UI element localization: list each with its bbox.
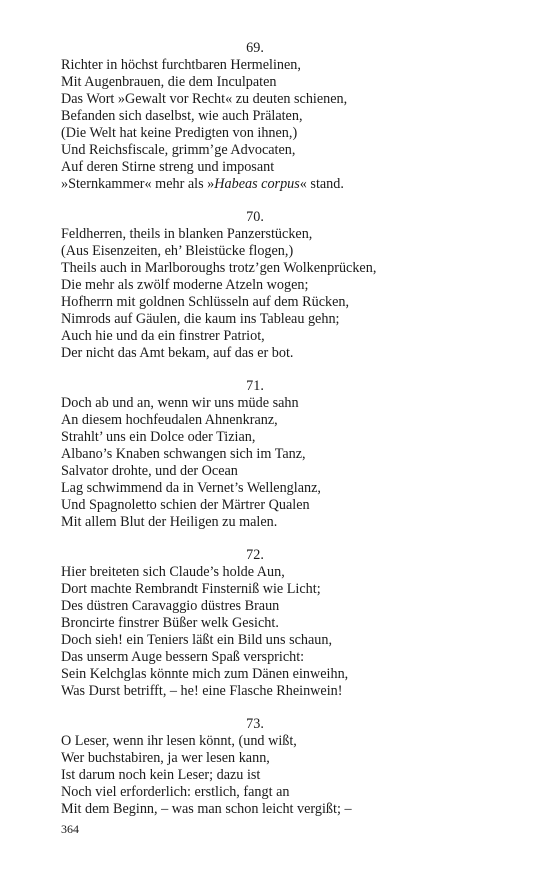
verse-line: Ist darum noch kein Leser; dazu ist: [61, 767, 261, 783]
verse-line: Was Durst betrifft, – he! eine Flasche Rheinwein!: [61, 683, 343, 699]
verse-line: Hier breiteten sich Claude’s holde Aun,: [61, 564, 285, 580]
stanza-number: 69.: [246, 40, 264, 56]
italic-text: Habeas corpus: [214, 176, 300, 192]
stanza-69: [61, 40, 501, 193]
stanza-number: 70.: [246, 209, 264, 225]
stanza-73: [61, 716, 501, 818]
stanza-number: 72.: [246, 547, 264, 563]
stanza-number: 73.: [246, 716, 264, 732]
verse-line: Sein Kelchglas könnte mich zum Dänen einweihn,: [61, 666, 349, 682]
verse-line: Mit Augenbrauen, die dem Inculpaten: [61, 74, 277, 90]
verse-line: Lag schwimmend da in Vernet’s Wellenglanz,: [61, 480, 321, 496]
verse-line: Feldherren, theils in blanken Panzerstücken,: [61, 226, 313, 242]
verse-line: Das unserm Auge bessern Spaß verspricht:: [61, 649, 305, 665]
verse-line: An diesem hochfeudalen Ahnenkranz,: [61, 412, 278, 428]
verse-line: (Aus Eisenzeiten, eh’ Bleistücke flogen,): [61, 243, 294, 259]
verse-line: Richter in höchst furchtbaren Hermelinen,: [61, 57, 301, 73]
stanza-72: [61, 547, 501, 700]
book-page: [61, 40, 501, 818]
verse-line: Noch viel erforderlich: erstlich, fangt an: [61, 784, 290, 800]
verse-line: Befanden sich daselbst, wie auch Prälaten,: [61, 108, 303, 124]
verse-line: Doch sieh! ein Teniers läßt ein Bild uns schaun,: [61, 632, 333, 648]
page-number: 364: [61, 822, 79, 836]
verse-line: Wer buchstabiren, ja wer lesen kann,: [61, 750, 270, 766]
verse-line: Auf deren Stirne streng und imposant: [61, 159, 275, 175]
stanza-number: 71.: [246, 378, 264, 394]
verse-line: Strahlt’ uns ein Dolce oder Tizian,: [61, 429, 256, 445]
verse-line: Der nicht das Amt bekam, auf das er bot.: [61, 345, 294, 361]
verse-line: Broncirte finstrer Büßer welk Gesicht.: [61, 615, 279, 631]
verse-text: « stand.: [299, 176, 344, 192]
verse-line: Doch ab und an, wenn wir uns müde sahn: [61, 395, 299, 411]
verse-line: Und Spagnoletto schien der Märtrer Qualen: [61, 497, 310, 513]
verse-line: Dort machte Rembrandt Finsterniß wie Licht;: [61, 581, 321, 597]
verse-line: Salvator drohte, und der Ocean: [61, 463, 238, 479]
verse-line: Theils auch in Marlboroughs trotz’gen Wolkenprücken,: [61, 260, 377, 276]
stanza-70: [61, 209, 501, 362]
verse-line: Mit dem Beginn, – was man schon leicht vergißt; –: [61, 801, 352, 817]
verse-line: Mit allem Blut der Heiligen zu malen.: [61, 514, 278, 530]
verse-line: Des düstren Caravaggio düstres Braun: [61, 598, 280, 614]
verse-line: Albano’s Knaben schwangen sich im Tanz,: [61, 446, 306, 462]
verse-line: Nimrods auf Gäulen, die kaum ins Tableau gehn;: [61, 311, 340, 327]
verse-line: O Leser, wenn ihr lesen könnt, (und wißt,: [61, 733, 297, 749]
verse-line: Das Wort »Gewalt vor Recht« zu deuten schienen,: [61, 91, 348, 107]
verse-line: (Die Welt hat keine Predigten von ihnen,): [61, 125, 298, 141]
verse-line: Hofherrn mit goldnen Schlüsseln auf dem Rücken,: [61, 294, 350, 310]
verse-line: Und Reichsfiscale, grimm’ge Advocaten,: [61, 142, 296, 158]
verse-line-habeas-corpus: [61, 176, 501, 193]
verse-text: »Sternkammer« mehr als »: [61, 176, 215, 192]
stanza-71: [61, 378, 501, 531]
verse-line: Die mehr als zwölf moderne Atzeln wogen;: [61, 277, 309, 293]
verse-line: Auch hie und da ein finstrer Patriot,: [61, 328, 265, 344]
